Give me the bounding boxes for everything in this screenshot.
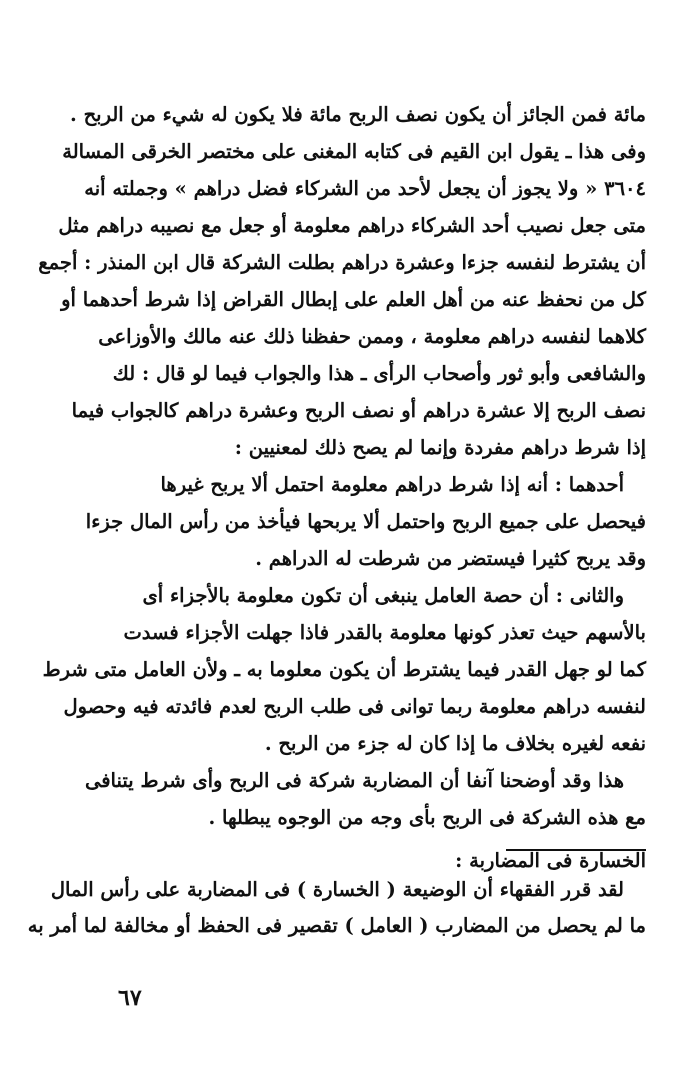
text-line: مائة فمن الجائز أن يكون نصف الربح مائة فلا يكون له شيء من الربح . [70, 103, 646, 126]
text-line: والشافعى وأبو ثور وأصحاب الرأى ـ هذا والجواب فيما لو قال : لك [112, 362, 646, 385]
text-line: كل من نحفظ عنه من أهل العلم على إبطال القراض إذا شرط أحدهما أو [61, 288, 646, 311]
section-heading: الخسارة فى المضاربة : [455, 849, 646, 872]
footnote [27, 872, 646, 944]
text-line: ٣٦٠٤ « ولا يجوز أن يجعل لأحد من الشركاء فضل دراهم » وجملته أنه [84, 177, 646, 200]
text-line: بالأسهم حيث تعذر كونها معلومة بالقدر فاذا جهلت الأجزاء فسدت [123, 621, 646, 644]
text-line: هذا وقد أوضحنا آنفا أن المضاربة شركة فى الربح وأى شرط يتنافى [84, 769, 624, 792]
text-line: نصف الربح إلا عشرة دراهم أو نصف الربح وعشرة دراهم كالجواب فيما [71, 399, 646, 422]
text-line: كما لو جهل القدر فيما يشترط أن يكون معلوما به ـ ولأن العامل متى شرط [42, 658, 646, 681]
footnote-line: ما لم يحصل من المضارب ( العامل ) تقصير فى الحفظ أو مخالفة لما أمر به [27, 914, 646, 937]
text-line: كلاهما لنفسه دراهم معلومة ، وممن حفظنا ذلك عنه مالك والأوزاعى [98, 325, 646, 348]
page-number: ٦٧ [118, 985, 142, 1011]
text-line: أن يشترط لنفسه جزءا وعشرة دراهم بطلت الشركة قال ابن المنذر : أجمع [38, 251, 646, 274]
footnote-line: لقد قرر الفقهاء أن الوضيعة ( الخسارة ) فى المضاربة على رأس المال [50, 878, 624, 901]
footnote-divider [506, 849, 646, 851]
text-line: لنفسه دراهم معلومة ربما توانى فى طلب الربح لعدم فائدته فيه وحصول [63, 695, 646, 718]
text-line: أحدهما : أنه إذا شرط دراهم معلومة احتمل ألا يربح غيرها [160, 473, 624, 496]
text-line: مع هذه الشركة فى الربح بأى وجه من الوجوه يبطلها . [208, 806, 646, 829]
text-line: متى جعل نصيب أحد الشركاء دراهم معلومة أو جعل مع نصيبه دراهم مثل [58, 214, 646, 237]
text-line: وقد يربح كثيرا فيستضر من شرطت له الدراهم . [255, 547, 646, 570]
text-line: نفعه لغيره بخلاف ما إذا كان له جزء من الربح . [264, 732, 646, 755]
text-line: فيحصل على جميع الربح واحتمل ألا يربحها فيأخذ من رأس المال جزءا [85, 510, 646, 533]
text-line: وفى هذا ـ يقول ابن القيم فى كتابه المغنى على مختصر الخرقى المسالة [62, 140, 646, 163]
text-line: والثانى : أن حصة العامل ينبغى أن تكون معلومة بالأجزاء أى [142, 584, 624, 607]
text-line: إذا شرط دراهم مفردة وإنما لم يصح ذلك لمعنيين : [234, 436, 646, 459]
main-text [38, 96, 646, 879]
